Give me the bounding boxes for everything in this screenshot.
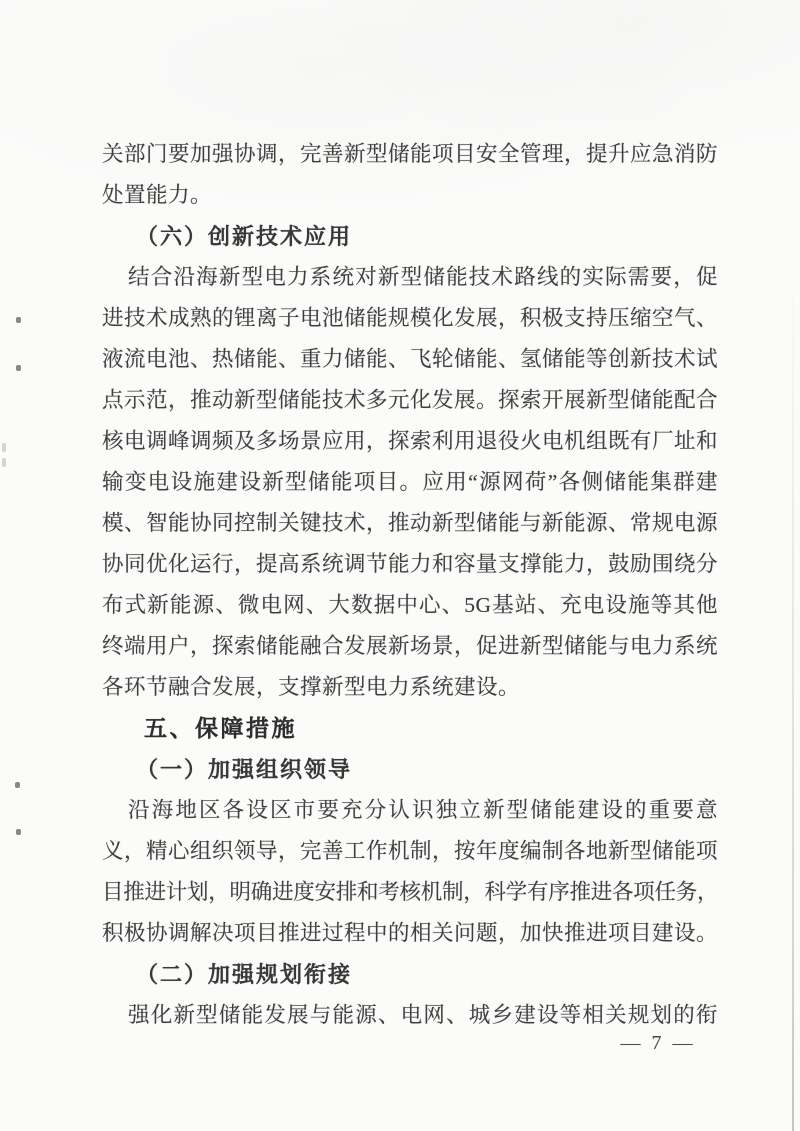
- body-line: 布式新能源、微电网、大数据中心、5G基站、充电设施等其他: [102, 593, 718, 617]
- body-line: 目推进计划，明确进度安排和考核机制，科学有序推进各项任务，: [102, 880, 718, 904]
- subsection-heading: （二）加强规划衔接: [136, 962, 353, 987]
- scan-speck: [16, 829, 21, 835]
- page-number: — 7 —: [620, 1032, 696, 1054]
- body-line: 核电调峰调频及多场景应用，探索利用退役火电机组既有厂址和: [102, 429, 718, 453]
- body-line: 强化新型储能发展与能源、电网、城乡建设等相关规划的衔: [128, 1003, 718, 1027]
- body-line: 进技术成熟的锂离子电池储能规模化发展，积极支持压缩空气、: [102, 306, 718, 330]
- scan-speck: [16, 317, 21, 323]
- section-heading: 五、保障措施: [144, 715, 297, 741]
- scan-speck: [2, 458, 6, 467]
- body-line: 处置能力。: [102, 183, 213, 207]
- scan-speck: [16, 365, 21, 371]
- body-line: 沿海地区各设区市要充分认识独立新型储能建设的重要意: [128, 798, 718, 822]
- body-line: 义，精心组织领导，完善工作机制，按年度编制各地新型储能项: [102, 839, 718, 863]
- subsection-heading: （六）创新技术应用: [136, 224, 353, 249]
- scan-speck: [15, 782, 20, 788]
- body-line: 终端用户，探索储能融合发展新场景，促进新型储能与电力系统: [102, 634, 718, 658]
- scan-speck: [2, 443, 6, 452]
- document-text-block: [102, 134, 718, 1036]
- body-line: 积极协调解决项目推进过程中的相关问题，加快推进项目建设。: [102, 921, 718, 945]
- body-line: 模、智能协同控制关键技术，推动新型储能与新能源、常规电源: [102, 511, 718, 535]
- subsection-heading: （一）加强组织领导: [136, 757, 353, 782]
- body-line: 协同优化运行，提高系统调节能力和容量支撑能力，鼓励围绕分: [102, 552, 718, 576]
- body-line: 结合沿海新型电力系统对新型储能技术路线的实际需要，促: [128, 265, 718, 289]
- scan-edge-line: [792, 265, 794, 1131]
- body-line: 点示范，推动新型储能技术多元化发展。探索开展新型储能配合: [102, 388, 718, 412]
- body-line: 关部门要加强协调，完善新型储能项目安全管理，提升应急消防: [102, 142, 718, 166]
- body-line: 输变电设施建设新型储能项目。应用“源网荷”各侧储能集群建: [102, 470, 718, 494]
- body-line: 各环节融合发展，支撑新型电力系统建设。: [102, 675, 521, 699]
- body-line: 液流电池、热储能、重力储能、飞轮储能、氢储能等创新技术试: [102, 347, 718, 371]
